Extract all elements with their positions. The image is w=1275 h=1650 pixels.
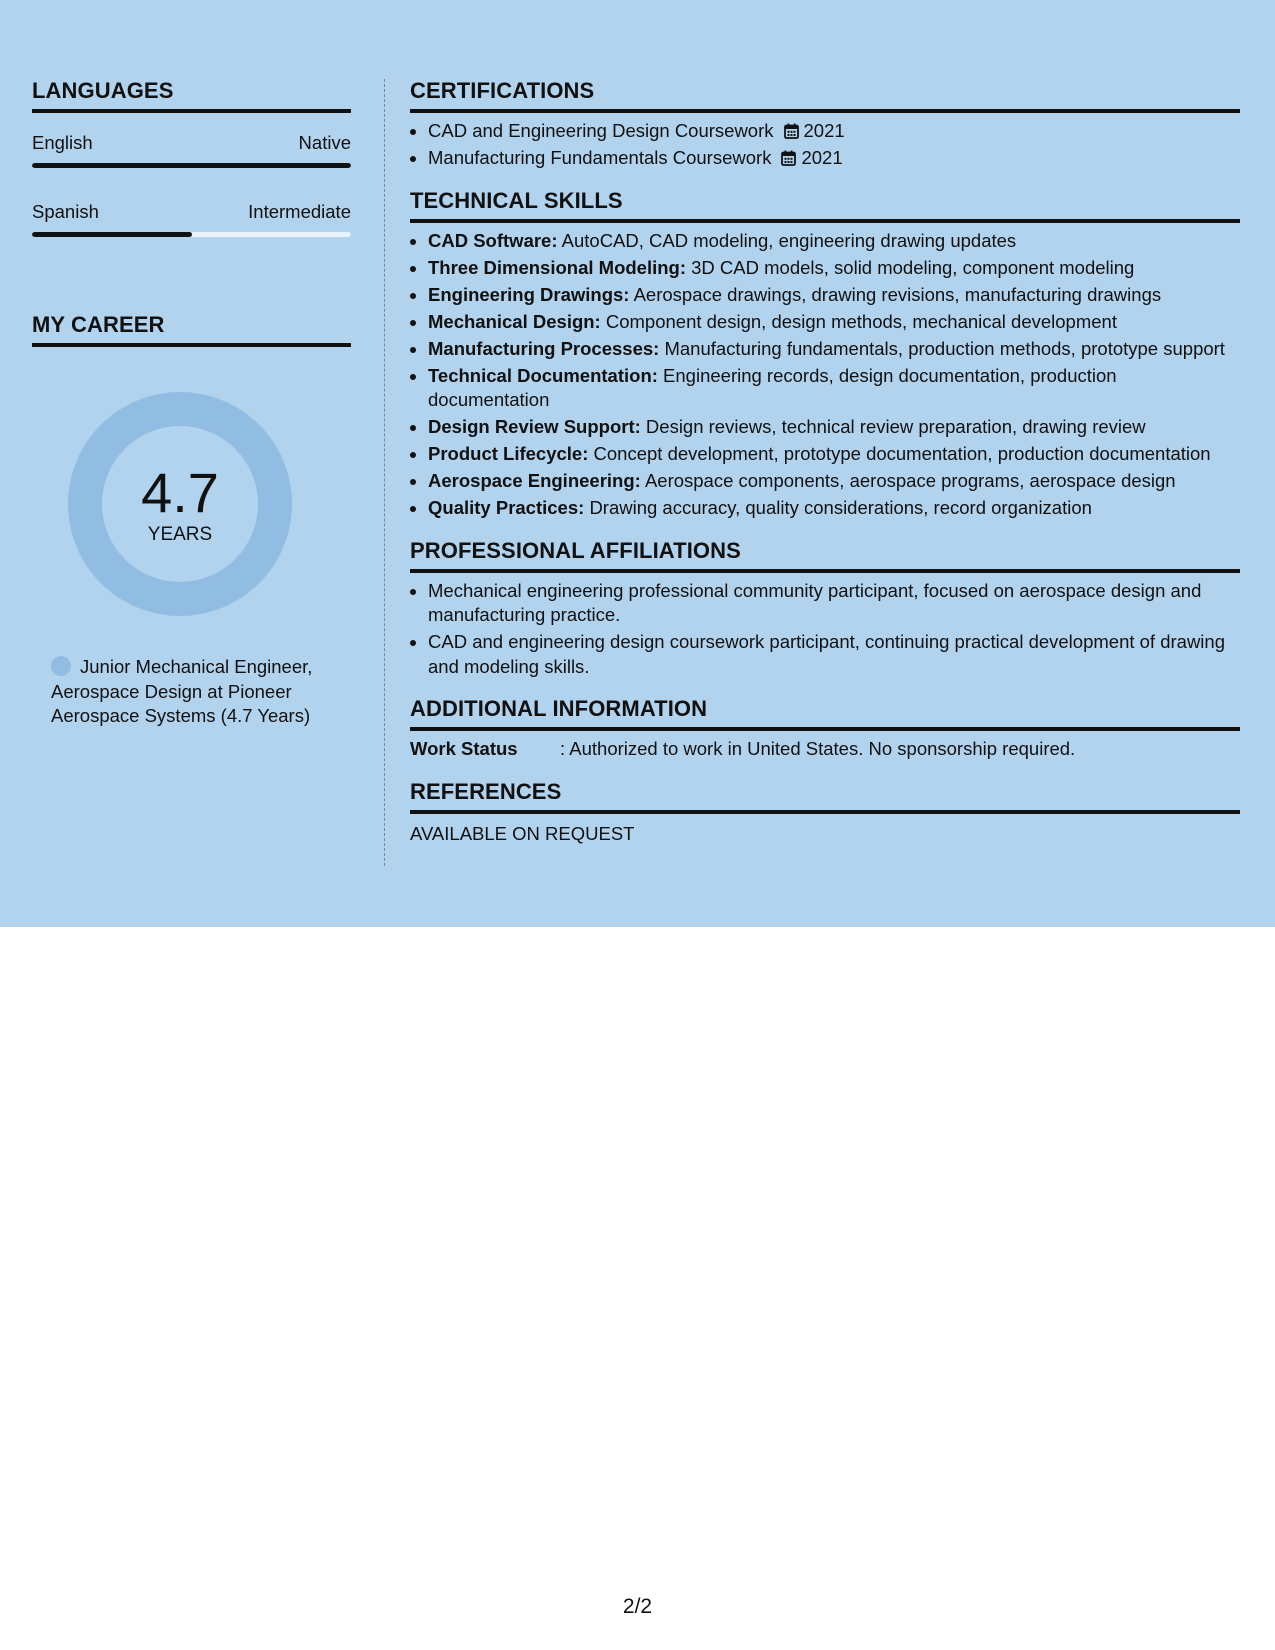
skill-text: AutoCAD, CAD modeling, engineering drawing updates — [561, 229, 1017, 251]
career-donut-chart — [67, 391, 293, 617]
skill-item — [428, 283, 1240, 308]
skill-text: Component design, design methods, mechanical development — [605, 310, 1117, 332]
calendar-icon — [781, 150, 796, 166]
certification-name: Manufacturing Fundamentals Coursework — [428, 147, 772, 168]
skill-item — [428, 364, 1240, 413]
language-proficiency-bar — [32, 163, 351, 168]
skill-text: Design reviews, technical review preparation, drawing review — [645, 416, 1146, 437]
career-legend — [51, 655, 341, 729]
skill-text: Manufacturing fundamentals, production methods, prototype support — [664, 337, 1225, 359]
career-legend-dot — [51, 656, 71, 676]
skill-label: Aerospace Engineering: — [428, 470, 641, 491]
languages-heading: LANGUAGES — [32, 78, 351, 113]
certification-year: 2021 — [801, 147, 843, 168]
career-legend-label: Junior Mechanical Engineer, Aerospace Design at Pioneer Aerospace Systems (4.7 Years) — [51, 656, 313, 726]
skill-label: Mechanical Design: — [428, 310, 601, 332]
work-status-value: : Authorized to work in United States. No sponsorship required. — [560, 738, 1076, 759]
skill-item — [428, 496, 1240, 521]
technical-skills-heading: TECHNICAL SKILLS — [410, 188, 1240, 223]
language-proficiency-fill — [32, 163, 351, 168]
skill-text: 3D CAD models, solid modeling, component modeling — [691, 256, 1135, 278]
skill-label: Product Lifecycle: — [428, 443, 589, 464]
affiliations-list — [410, 579, 1240, 680]
skill-label: Engineering Drawings: — [428, 283, 630, 305]
affiliation-item: • Mechanical engineering professional community participant, focused on aerospace design and manufacturing practice. — [428, 579, 1240, 628]
skill-item — [428, 442, 1240, 467]
language-level: Native — [298, 132, 351, 153]
skill-item — [428, 256, 1240, 281]
skill-text: Engineering records, design documentation, production documentation — [428, 364, 1117, 410]
skill-label: Quality Practices: — [428, 497, 585, 518]
language-item-english — [32, 132, 351, 168]
language-item-spanish — [32, 201, 351, 237]
references-heading: REFERENCES — [410, 779, 1240, 814]
skill-item — [428, 229, 1240, 254]
sidebar — [32, 78, 351, 729]
skill-text: Concept development, prototype documentation, production documentation — [593, 443, 1211, 464]
skill-label: CAD Software: — [428, 229, 558, 251]
certifications-list — [410, 119, 1240, 171]
technical-skills-list — [410, 229, 1240, 521]
certifications-heading: CERTIFICATIONS — [410, 78, 1240, 113]
skill-text: Aerospace components, aerospace programs, aerospace design — [644, 470, 1176, 491]
page-number: 2/2 — [622, 1595, 653, 1618]
column-divider — [384, 79, 385, 866]
work-status-row — [410, 737, 1240, 762]
certification-item — [428, 146, 1240, 171]
skill-item — [428, 310, 1240, 335]
certification-name: CAD and Engineering Design Coursework — [428, 120, 774, 141]
additional-info-heading: ADDITIONAL INFORMATION — [410, 696, 1240, 731]
certification-item — [428, 119, 1240, 144]
skill-item — [428, 337, 1240, 362]
language-proficiency-fill — [32, 232, 192, 237]
calendar-icon — [784, 123, 799, 139]
skill-item — [428, 469, 1240, 494]
language-level: Intermediate — [248, 201, 351, 222]
skill-label: Technical Documentation: — [428, 364, 658, 386]
skill-label: Three Dimensional Modeling: — [428, 256, 686, 278]
affiliations-heading: PROFESSIONAL AFFILIATIONS — [410, 538, 1240, 573]
main-content — [410, 78, 1240, 846]
skill-text: Drawing accuracy, quality considerations, record organization — [589, 497, 1092, 518]
language-proficiency-bar — [32, 232, 351, 237]
work-status-label: Work Status — [410, 738, 518, 759]
skill-label: Manufacturing Processes: — [428, 337, 660, 359]
language-name: Spanish — [32, 201, 99, 222]
skill-item — [428, 415, 1240, 440]
skill-text: Aerospace drawings, drawing revisions, manufacturing drawings — [633, 283, 1162, 305]
career-total-years: 4.7 — [141, 461, 219, 524]
references-text: AVAILABLE ON REQUEST — [410, 822, 635, 844]
affiliation-item: • CAD and engineering design coursework participant, continuing practical development of drawing and modeling skills. — [428, 630, 1240, 679]
certification-year: 2021 — [803, 120, 845, 141]
language-name: English — [32, 132, 93, 153]
skill-label: Design Review Support: — [428, 416, 641, 437]
career-heading: MY CAREER — [32, 312, 351, 347]
career-total-unit: YEARS — [147, 524, 213, 545]
